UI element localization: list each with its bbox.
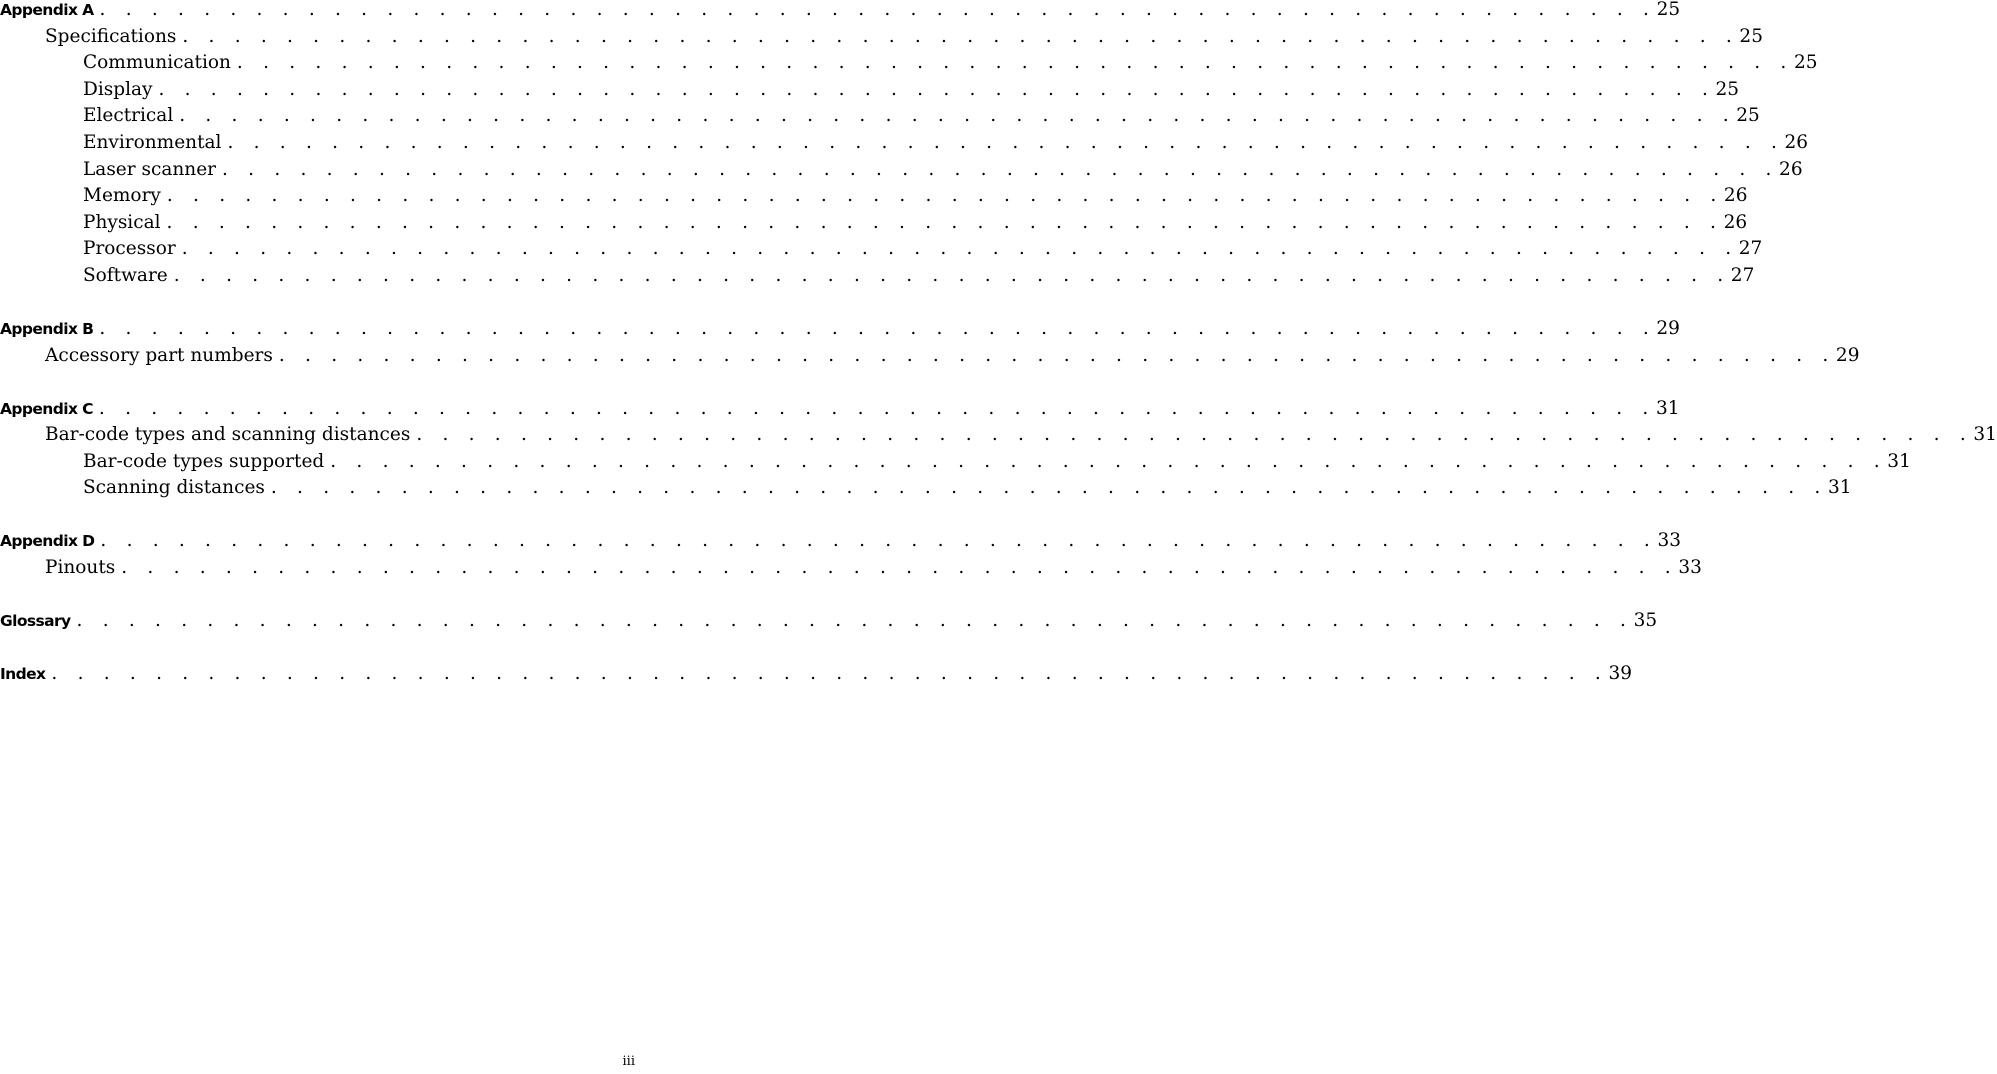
toc-entry-page: 26: [1779, 158, 1803, 180]
toc-leader-dots: . . . . . . . . . . . . . . . . . . . . . . . . . . . . . . . . . . . . . . . . . . . . . . . . . . . . . . . . . . . .: [99, 0, 1657, 20]
toc-entry-page: 27: [1730, 265, 1755, 286]
toc-entry[interactable]: [0, 530, 1681, 556]
toc-leader-dots: . . . . . . . . . . . . . . . . . . . . . . . . . . . . . . . . . . . . . . . . . . . . . . . . . . . . . . . . . . . .: [98, 397, 1656, 419]
toc-leader-dots: . . . . . . . . . . . . . . . . . . . . . . . . . . . . . . . . . . . . . . . . . . . . . . . . . . . . . . . . . . . .: [278, 344, 1836, 366]
toc-leader-dots: . . . . . . . . . . . . . . . . . . . . . . . . . . . . . . . . . . . . . . . . . . . . . . . . . . . . . . . . . . . .: [182, 25, 1739, 47]
toc-leader-dots: . . . . . . . . . . . . . . . . . . . . . . . . . . . . . . . . . . . . . . . . . . . . . . . . . . . . . . . . . . . .: [222, 158, 1779, 180]
toc-entry[interactable]: [83, 158, 1803, 185]
toc-leader-dots: . . . . . . . . . . . . . . . . . . . . . . . . . . . . . . . . . . . . . . . . . . . . . . . . . . . . . . . . . . . .: [99, 318, 1656, 339]
toc-entry-title: Appendix A: [0, 1, 94, 19]
toc-entry-page: 25: [1736, 105, 1760, 127]
toc-entry[interactable]: [0, 610, 1658, 636]
toc-entry-page: 26: [1723, 185, 1748, 207]
toc-leader-dots: . . . . . . . . . . . . . . . . . . . . . . . . . . . . . . . . . . . . . . . . . . . . . . . . . . . . . . . . . . . .: [416, 424, 1973, 446]
toc-entry-page: 26: [1784, 132, 1809, 153]
toc-entry[interactable]: [45, 424, 1997, 450]
toc-entry[interactable]: [83, 477, 1852, 503]
toc-leader-dots: . . . . . . . . . . . . . . . . . . . . . . . . . . . . . . . . . . . . . . . . . . . . . . . . . . . . . . . . . . . .: [166, 211, 1724, 233]
toc-entry-title: Memory: [83, 185, 161, 207]
toc-entry-page: 29: [1656, 318, 1680, 339]
page-number-folio: iii: [622, 1054, 635, 1069]
toc-entry[interactable]: [83, 132, 1809, 158]
toc-entry-title: Glossary: [0, 612, 71, 630]
toc-entry-page: 25: [1739, 25, 1763, 47]
toc-entry[interactable]: [83, 78, 1740, 105]
toc-entry-title: Appendix B: [0, 320, 94, 338]
toc-entry-page: 33: [1657, 530, 1681, 552]
toc-entry[interactable]: [0, 397, 1680, 424]
toc-leader-dots: . . . . . . . . . . . . . . . . . . . . . . . . . . . . . . . . . . . . . . . . . . . . . . . . . . . . . . . . . . . .: [51, 663, 1609, 684]
toc-leader-dots: . . . . . . . . . . . . . . . . . . . . . . . . . . . . . . . . . . . . . . . . . . . . . . . . . . . . . . . . . . . .: [179, 105, 1736, 127]
toc-entry-title: Specifications: [45, 25, 177, 47]
toc-entry-page: 25: [1793, 52, 1818, 74]
toc-entry[interactable]: [0, 0, 1681, 25]
toc-entry-page: 33: [1678, 557, 1702, 578]
toc-entry[interactable]: [83, 211, 1748, 238]
toc-entry-page: 31: [1973, 424, 1997, 446]
toc-entry-title: Scanning distances: [83, 477, 265, 499]
toc-leader-dots: . . . . . . . . . . . . . . . . . . . . . . . . . . . . . . . . . . . . . . . . . . . . . . . . . . . . . . . . . . . .: [173, 265, 1731, 286]
toc-entry-title: Accessory part numbers: [45, 344, 273, 366]
toc-entry[interactable]: [83, 185, 1748, 211]
toc-entry-page: 27: [1738, 238, 1763, 260]
toc-leader-dots: . . . . . . . . . . . . . . . . . . . . . . . . . . . . . . . . . . . . . . . . . . . . . . . . . . . . . . . . . . . .: [330, 450, 1887, 472]
toc-entry-title: Processor: [83, 238, 176, 260]
toc-entry-title: Bar-code types and scanning distances: [45, 424, 411, 446]
toc-entry-title: Communication: [83, 52, 231, 74]
toc-entry-title: Physical: [83, 211, 161, 233]
toc-leader-dots: . . . . . . . . . . . . . . . . . . . . . . . . . . . . . . . . . . . . . . . . . . . . . . . . . . . . . . . . . . . .: [227, 132, 1785, 153]
toc-leader-dots: . . . . . . . . . . . . . . . . . . . . . . . . . . . . . . . . . . . . . . . . . . . . . . . . . . . . . . . . . . . .: [121, 557, 1678, 578]
toc-leader-dots: . . . . . . . . . . . . . . . . . . . . . . . . . . . . . . . . . . . . . . . . . . . . . . . . . . . . . . . . . . . .: [236, 52, 1794, 74]
toc-entry[interactable]: [0, 318, 1680, 344]
toc-entry[interactable]: [83, 105, 1760, 131]
toc-entry[interactable]: [83, 450, 1911, 477]
toc-entry-title: Index: [0, 665, 46, 683]
toc-leader-dots: . . . . . . . . . . . . . . . . . . . . . . . . . . . . . . . . . . . . . . . . . . . . . . . . . . . . . . . . . . . .: [181, 238, 1739, 260]
toc-entry-title: Bar-code types supported: [83, 450, 325, 472]
toc-entry[interactable]: [83, 52, 1818, 78]
toc-entry[interactable]: [45, 344, 1860, 371]
toc-entry-title: Environmental: [83, 132, 222, 153]
toc-entry-page: 31: [1887, 450, 1911, 472]
toc-entry-page: 31: [1827, 477, 1852, 499]
toc-entry-title: Appendix C: [0, 399, 93, 418]
toc-leader-dots: . . . . . . . . . . . . . . . . . . . . . . . . . . . . . . . . . . . . . . . . . . . . . . . . . . . . . . . . . . . .: [158, 78, 1716, 100]
toc-entry[interactable]: [83, 265, 1755, 291]
toc-entry-title: Software: [83, 265, 168, 286]
toc-entry-page: 29: [1835, 344, 1860, 366]
toc-entry-page: 35: [1633, 610, 1658, 631]
toc-leader-dots: . . . . . . . . . . . . . . . . . . . . . . . . . . . . . . . . . . . . . . . . . . . . . . . . . . . . . . . . . . . .: [270, 477, 1828, 499]
toc-entry-page: 31: [1655, 397, 1680, 419]
toc-leader-dots: . . . . . . . . . . . . . . . . . . . . . . . . . . . . . . . . . . . . . . . . . . . . . . . . . . . . . . . . . . . .: [166, 185, 1724, 207]
toc-entry-page: 25: [1656, 0, 1681, 20]
toc-entry-title: Appendix D: [0, 532, 95, 551]
toc-entry-page: 26: [1723, 211, 1748, 233]
toc-entry[interactable]: [0, 663, 1633, 689]
toc-entry[interactable]: [83, 238, 1763, 264]
toc-entry-page: 25: [1715, 78, 1740, 100]
toc-entry-page: 39: [1608, 663, 1633, 684]
toc-leader-dots: . . . . . . . . . . . . . . . . . . . . . . . . . . . . . . . . . . . . . . . . . . . . . . . . . . . . . . . . . . . .: [76, 610, 1634, 631]
toc-entry[interactable]: [45, 25, 1763, 52]
toc-entry[interactable]: [45, 557, 1702, 583]
toc-entry-title: Electrical: [83, 105, 174, 127]
toc-entry-title: Pinouts: [45, 557, 116, 578]
toc-entry-title: Laser scanner: [83, 158, 216, 180]
toc-entry-title: Display: [83, 78, 153, 100]
toc-leader-dots: . . . . . . . . . . . . . . . . . . . . . . . . . . . . . . . . . . . . . . . . . . . . . . . . . . . . . . . . . . . .: [100, 530, 1657, 552]
